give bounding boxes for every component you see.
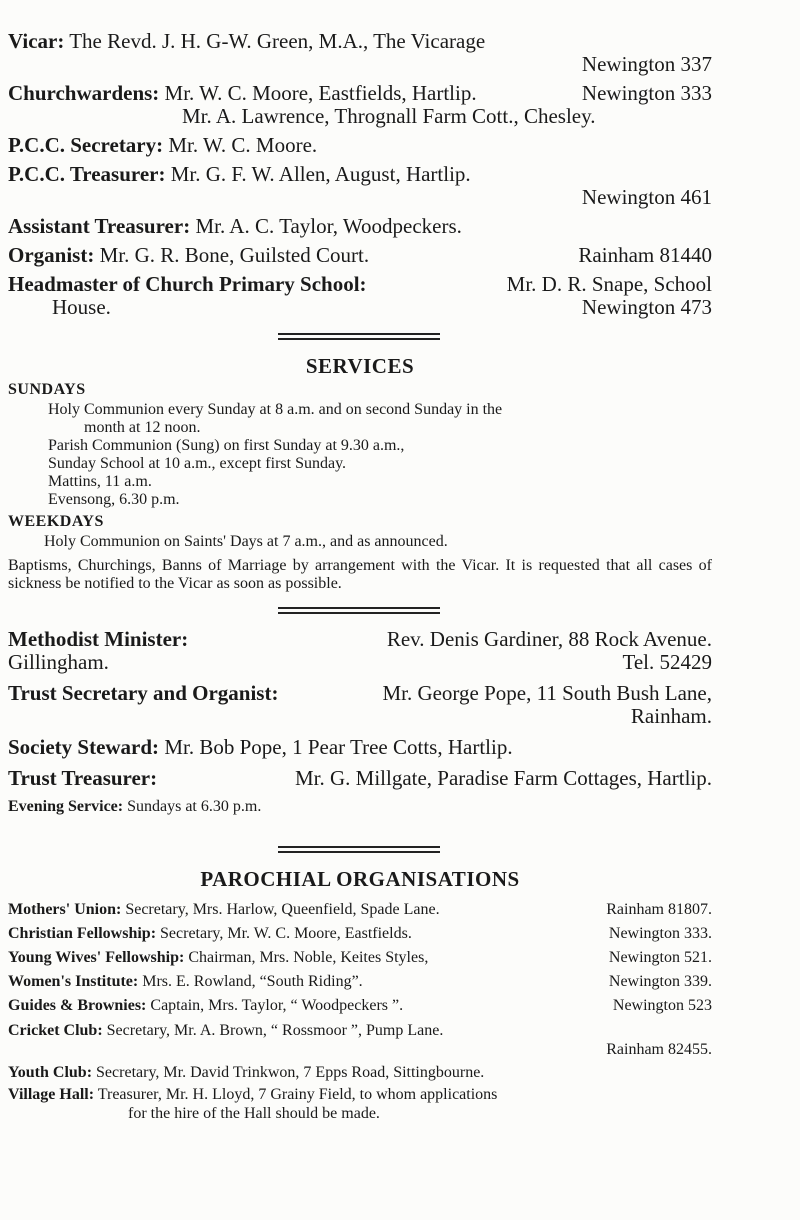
cricket-club-phone: Rainham 82455. (606, 1041, 712, 1058)
sunday-line-5: Mattins, 11 a.m. (48, 473, 152, 490)
organisations-title: PAROCHIAL ORGANISATIONS (200, 867, 520, 891)
headmaster-label: Headmaster of Church Primary School: (8, 272, 367, 296)
society-steward-label: Society Steward: (8, 735, 160, 759)
org-item (8, 898, 712, 922)
vicar-label: Vicar: (8, 29, 65, 53)
trust-secretary-entry (8, 682, 712, 728)
headmaster-phone: Newington 473 (581, 295, 712, 319)
org-label: Christian Fellowship: (8, 925, 157, 942)
headmaster-text-2: House. (52, 295, 111, 319)
vicar-entry (8, 30, 712, 76)
sunday-line-6: Evensong, 6.30 p.m. (48, 491, 180, 508)
village-hall-text: Treasurer, Mr. H. Lloyd, 7 Grainy Field, to whom applications (97, 1086, 498, 1103)
methodist-minister-text: Rev. Denis Gardiner, 88 Rock Avenue. (386, 627, 712, 651)
evening-service-entry (8, 798, 712, 816)
pcc-treasurer-text: Mr. G. F. W. Allen, August, Hartlip. (170, 162, 471, 186)
cricket-club-entry (8, 1021, 712, 1059)
organist-entry (8, 244, 712, 267)
divider-3 (278, 846, 440, 853)
pcc-secretary-entry (8, 134, 712, 157)
sunday-line-1: Holy Communion every Sunday at 8 a.m. and on second Sunday in the (48, 401, 503, 418)
evening-service-text: Sundays at 6.30 p.m. (127, 798, 262, 815)
methodist-minister-phone: Tel. 52429 (622, 650, 712, 674)
organist-text: Mr. G. R. Bone, Guilsted Court. (99, 243, 370, 267)
village-hall-label: Village Hall: (8, 1086, 95, 1103)
society-steward-text: Mr. Bob Pope, 1 Pear Tree Cotts, Hartlip. (164, 735, 513, 759)
document-body (8, 30, 712, 1123)
organist-phone: Rainham 81440 (578, 243, 712, 267)
org-label: Young Wives' Fellowship: (8, 949, 185, 966)
churchwardens-entry (8, 82, 712, 128)
methodist-minister-label: Methodist Minister: (8, 627, 189, 651)
pcc-secretary-label: P.C.C. Secretary: (8, 133, 164, 157)
churchwardens-label: Churchwardens: (8, 81, 160, 105)
vicar-phone: Newington 337 (581, 52, 712, 76)
churchwarden-2: Mr. A. Lawrence, Thrognall Farm Cott., Chesley. (182, 104, 596, 128)
sunday-line-3: Parish Communion (Sung) on first Sunday at 9.30 a.m., (48, 437, 405, 454)
vicar-text: The Revd. J. H. G-W. Green, M.A., The Vicarage (69, 29, 486, 53)
trust-treasurer-entry (8, 767, 712, 790)
sundays-heading: SUNDAYS (8, 381, 86, 398)
assistant-treasurer-label: Assistant Treasurer: (8, 214, 191, 238)
org-item (8, 922, 712, 946)
org-label: Mothers' Union: (8, 901, 122, 918)
assistant-treasurer-entry (8, 215, 712, 238)
trust-secretary-label: Trust Secretary and Organist: (8, 681, 279, 705)
org-text: Secretary, Mr. W. C. Moore, Eastfields. (160, 925, 412, 942)
weekdays-heading: WEEKDAYS (8, 513, 104, 530)
org-phone: Newington 339. (608, 973, 712, 990)
organisations-list (8, 898, 712, 1123)
youth-club-entry (8, 1061, 712, 1085)
cricket-club-text: Secretary, Mr. A. Brown, “ Rossmoor ”, Pump Lane. (106, 1022, 444, 1039)
org-text: Chairman, Mrs. Noble, Keites Styles, (188, 949, 429, 966)
village-hall-text-2: for the hire of the Hall should be made. (128, 1105, 380, 1122)
org-phone: Newington 521. (608, 949, 712, 966)
evening-service-label: Evening Service: (8, 798, 124, 815)
churchwarden-1-phone: Newington 333 (581, 81, 712, 105)
services-note: Baptisms, Churchings, Banns of Marriage by arrangement with the Vicar. It is requested that all cases of sickness be notified to the Vicar as soon as possible. (8, 557, 712, 592)
organist-label: Organist: (8, 243, 95, 267)
methodist-minister-entry (8, 628, 712, 674)
sundays-list (8, 401, 712, 509)
sunday-line-4: Sunday School at 10 a.m., except first Sunday. (48, 455, 347, 472)
org-text: Captain, Mrs. Taylor, “ Woodpeckers ”. (150, 997, 404, 1014)
org-phone: Rainham 81807. (606, 901, 712, 918)
org-phone: Newington 523 (612, 997, 712, 1014)
org-label: Guides & Brownies: (8, 997, 147, 1014)
headmaster-text: Mr. D. R. Snape, School (506, 272, 712, 296)
pcc-secretary-text: Mr. W. C. Moore. (168, 133, 318, 157)
divider-1 (278, 333, 440, 340)
org-phone: Newington 333. (608, 925, 712, 942)
services-title: SERVICES (305, 354, 415, 378)
org-label: Women's Institute: (8, 973, 139, 990)
headmaster-entry (8, 273, 712, 319)
youth-club-label: Youth Club: (8, 1064, 93, 1081)
sunday-line-2: month at 12 noon. (84, 419, 201, 436)
weekdays-text: Holy Communion on Saints' Days at 7 a.m., and as announced. (44, 533, 448, 550)
org-text: Secretary, Mrs. Harlow, Queenfield, Spade Lane. (125, 901, 440, 918)
pcc-treasurer-phone: Newington 461 (581, 185, 712, 209)
trust-secretary-text: Mr. George Pope, 11 South Bush Lane, (382, 681, 712, 705)
cricket-club-label: Cricket Club: (8, 1022, 103, 1039)
churchwarden-1: Mr. W. C. Moore, Eastfields, Hartlip. (164, 81, 477, 105)
assistant-treasurer-text: Mr. A. C. Taylor, Woodpeckers. (195, 214, 462, 238)
org-item (8, 970, 712, 994)
methodist-minister-text-2: Gillingham. (8, 650, 109, 674)
divider-2 (278, 607, 440, 614)
org-text: Mrs. E. Rowland, “South Riding”. (142, 973, 363, 990)
trust-treasurer-label: Trust Treasurer: (8, 766, 158, 790)
trust-treasurer-text: Mr. G. Millgate, Paradise Farm Cottages, Hartlip. (294, 766, 712, 790)
pcc-treasurer-label: P.C.C. Treasurer: (8, 162, 166, 186)
society-steward-entry (8, 736, 712, 759)
village-hall-entry (8, 1085, 712, 1123)
youth-club-text: Secretary, Mr. David Trinkwon, 7 Epps Road, Sittingbourne. (96, 1064, 485, 1081)
trust-secretary-text-2: Rainham. (630, 704, 712, 728)
org-item (8, 946, 712, 970)
pcc-treasurer-entry (8, 163, 712, 209)
org-item (8, 994, 712, 1018)
